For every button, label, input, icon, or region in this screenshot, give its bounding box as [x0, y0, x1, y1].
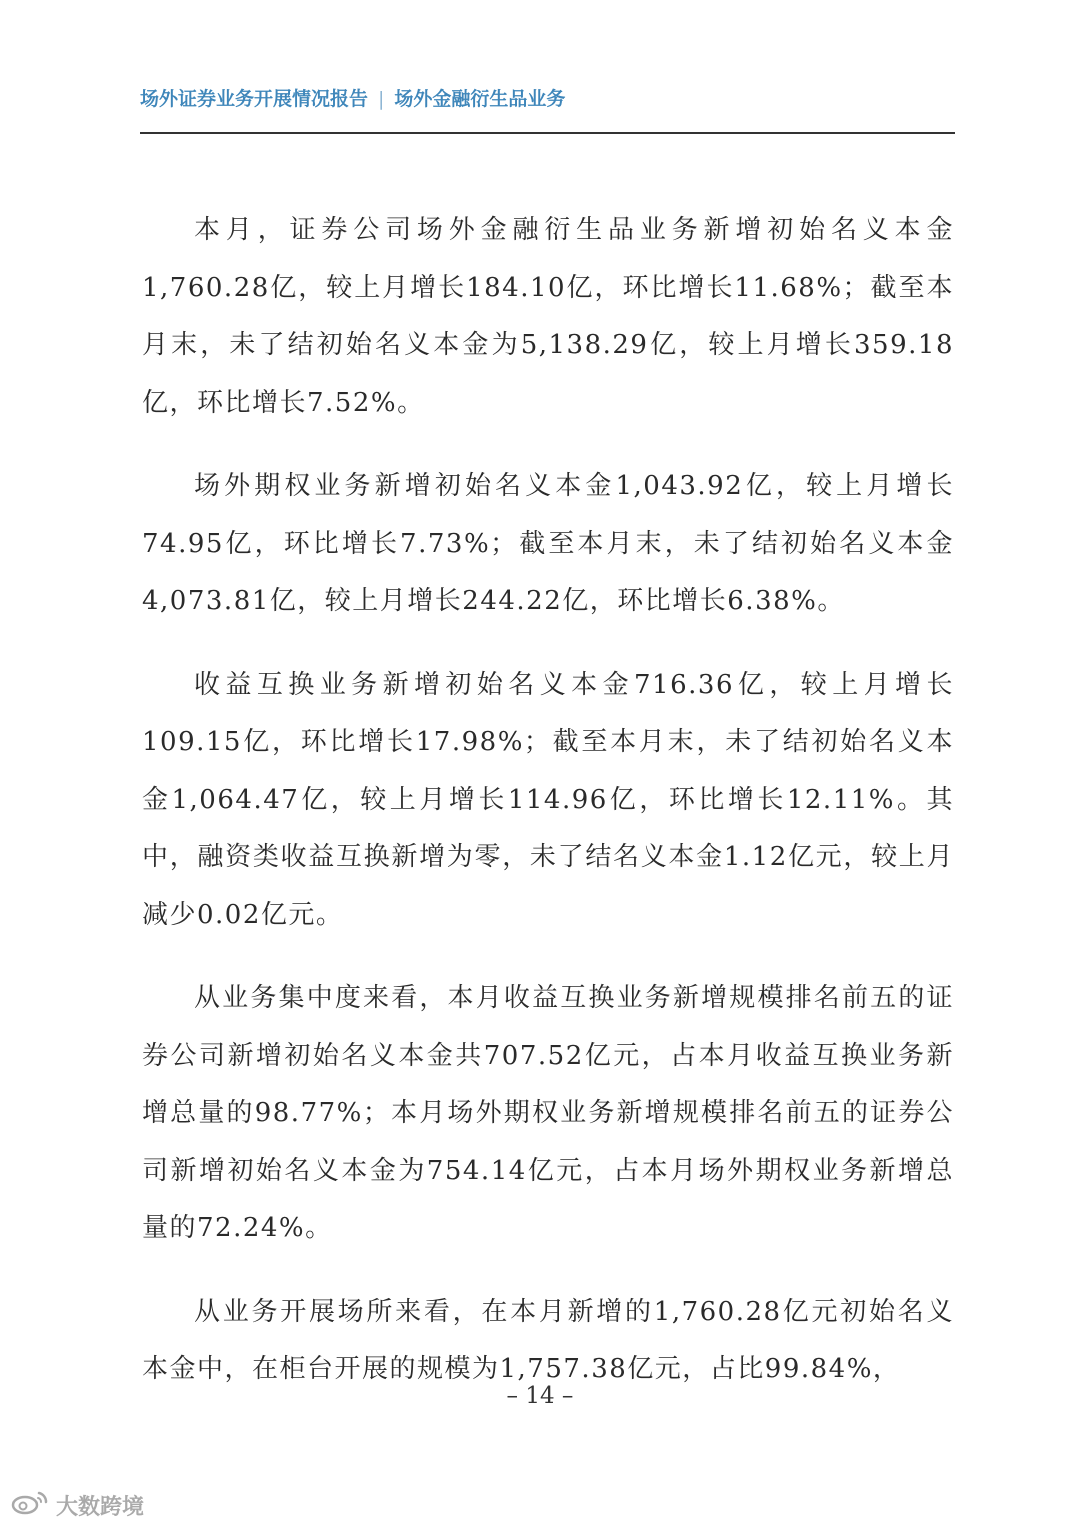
paragraph-venue: 从业务开展场所来看，在本月新增的1,760.28亿元初始名义本金中，在柜台开展的规模为1,757.38亿元，占比99.84%， — [142, 1296, 954, 1384]
running-header — [140, 78, 955, 134]
body-text — [142, 202, 954, 1399]
watermark — [10, 1489, 144, 1521]
header-separator: | — [378, 88, 385, 110]
header-report-title: 场外证券业务开展情况报告 — [140, 88, 369, 110]
paragraph-total-return-swaps: 收益互换业务新增初始名义本金716.36亿，较上月增长109.15亿，环比增长17.98%；截至本月末，未了结初始名义本金1,064.47亿，较上月增长114.96亿，环比增长12.11%。其中，融资类收益互换新增为零，未了结名义本金1.12亿元，较上月减少0.02亿元。 — [142, 669, 954, 930]
header-title — [140, 84, 565, 111]
weibo-logo-icon — [10, 1489, 50, 1521]
page-number: – 14 – — [506, 1383, 574, 1409]
paragraph-otc-options: 场外期权业务新增初始名义本金1,043.92亿，较上月增长74.95亿，环比增长7.73%；截至本月末，未了结初始名义本金4,073.81亿，较上月增长244.22亿，环比增长6.38%。 — [142, 471, 954, 616]
paragraph-concentration: 从业务集中度来看，本月收益互换业务新增规模排名前五的证券公司新增初始名义本金共707.52亿元，占本月收益互换业务新增总量的98.77%；本月场外期权业务新增规模排名前五的证券公司新增初始名义本金为754.14亿元，占本月场外期权业务新增总量的72.24%。 — [142, 983, 954, 1243]
paragraph-otc-derivatives-overview: 本月，证券公司场外金融衍生品业务新增初始名义本金1,760.28亿，较上月增长184.10亿，环比增长11.68%；截至本月末，未了结初始名义本金为5,138.29亿，较上月增长359.18亿，环比增长7.52%。 — [142, 215, 954, 418]
watermark-text: 大数跨境 — [56, 1494, 145, 1520]
header-section-title: 场外金融衍生品业务 — [394, 88, 566, 110]
